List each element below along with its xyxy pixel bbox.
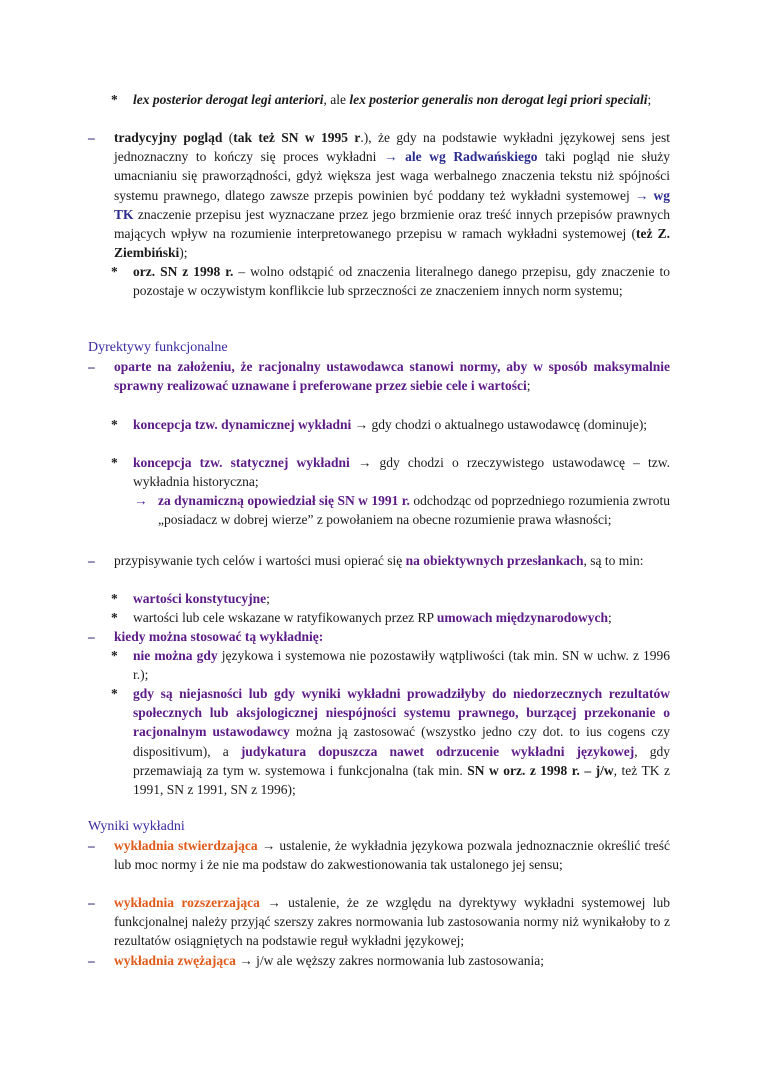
section-heading: Dyrektywy funkcjonalne: [88, 340, 228, 355]
list-item: * wartości lub cele wskazane w ratyfikowanych przez RP umowach międzynarodowych;: [133, 608, 670, 627]
bullet-dash-icon: –: [88, 629, 95, 644]
list-item: * koncepcja tzw. dynamicznej wykładni → gdy chodzi o aktualnego ustawodawcę (dominuje);: [133, 415, 670, 434]
maxim-text: lex posterior derogat legi anteriori: [133, 92, 324, 107]
bullet-dash-icon: –: [88, 838, 95, 853]
bullet-dash-icon: –: [88, 553, 95, 568]
list-item: → za dynamiczną opowiedział się SN w 1991 r. odchodząc od poprzedniego rozumienia zwrotu „posiadacz w dobrej wierze” z powołaniem na obecne rozumienie prawa własności;: [134, 493, 670, 528]
list-item: * wartości konstytucyjne;: [133, 589, 670, 608]
section-heading: Wyniki wykładni: [88, 819, 185, 834]
list-item: – wykładnia rozszerzająca → ustalenie, że ze względu na dyrektywy wykładni systemowej lub funkcjonalnej należy przyjąć szerszy zakres normowania lub zastosowania normy niż wynikałoby to z rezultatów osiągniętych na podstawie reguł wykładni językowej;: [88, 895, 670, 949]
list-item: * gdy są niejasności lub gdy wyniki wykładni prowadziłyby do niedorzecznych rezultatów społecznych lub aksjologicznej niespójności systemu prawnego, burzącej przekonanie o racjonalnym ustawodawcy można ją zastosować (wszystko jedno czy dot. to ius cogens czy dispositivum), a judykatura dopuszcza nawet odrzucenie wykładni językowej, gdy przemawiają za tym w. systemowa i funkcjonalna (tak min. SN w orz. z 1998 r. – j/w, też TK z 1991, SN z 1991, SN z 1996);: [111, 686, 671, 798]
bullet-star-icon: *: [111, 92, 118, 107]
bullet-dash-icon: –: [88, 895, 95, 910]
list-item: – wykładnia zwężająca → j/w ale węższy zakres normowania lub zastosowania;: [114, 951, 670, 970]
list-item: – kiedy można stosować tą wykładnię:: [114, 627, 670, 646]
list-item: – wykładnia stwierdzająca → ustalenie, że wykładnia językowa pozwala jednoznacznie określić treść lub moc normy i że nie ma podstaw do zakwestionowania tak ustalonego jej sensu;: [88, 838, 671, 873]
bullet-star-icon: *: [111, 686, 118, 701]
list-item: – przypisywanie tych celów i wartości musi opierać się na obiektywnych przesłankach, są to min:: [114, 551, 670, 570]
list-item: * orz. SN z 1998 r. – wolno odstąpić od znaczenia literalnego danego przepisu, gdy znaczenie to pozostaje w oczywistym konflikcie lub sprzeczności ze znaczeniem innych norm systemu;: [111, 264, 670, 299]
list-item: * nie można gdy językowa i systemowa nie pozostawiły wątpliwości (tak min. SN w uchw. z 1996 r.);: [111, 648, 670, 683]
bullet-star-icon: *: [111, 264, 118, 279]
bullet-star-icon: *: [111, 610, 118, 625]
list-item: * koncepcja tzw. statycznej wykładni → gdy chodzi o rzeczywistego ustawodawcę – tzw. wykładnia historyczna;: [111, 455, 670, 490]
bullet-star-icon: *: [111, 648, 118, 663]
list-item: – oparte na założeniu, że racjonalny ustawodawca stanowi normy, aby w sposób maksymalnie sprawny realizować uznawane i preferowane przez siebie cele i wartości;: [88, 359, 670, 394]
bullet-dash-icon: –: [88, 359, 95, 374]
arrow-right-icon: →: [134, 493, 148, 508]
list-item: – tradycyjny pogląd (tak też SN w 1995 r.), że gdy na podstawie wykładni językowej sens jest jednoznaczny to kończy się proces wykładni → ale wg Radwańskiego taki pogląd nie służy umacnianiu się praworządności, gdyż większa jest waga werbalnego znaczenia tekstu niż spójności systemu prawnego, dlatego zawsze przepis powinien być poddany też wykładni systemowej → wg TK znaczenie przepisu jest wyznaczane przez jego brzmienie oraz treść innych przepisów prawnych mających wpływ na rozumienie interpretowanego przepisu w ramach wykładni systemowej (też Z. Ziembiński);: [88, 130, 671, 261]
list-item: * lex posterior derogat legi anteriori, ale lex posterior generalis non derogat legi priori speciali;: [133, 90, 670, 109]
maxim-text: lex posterior generalis non derogat legi priori speciali: [349, 92, 648, 107]
bullet-star-icon: *: [111, 591, 118, 606]
bullet-star-icon: *: [111, 417, 118, 432]
bullet-star-icon: *: [111, 455, 118, 470]
bullet-dash-icon: –: [88, 953, 95, 968]
bullet-dash-icon: –: [88, 130, 95, 145]
